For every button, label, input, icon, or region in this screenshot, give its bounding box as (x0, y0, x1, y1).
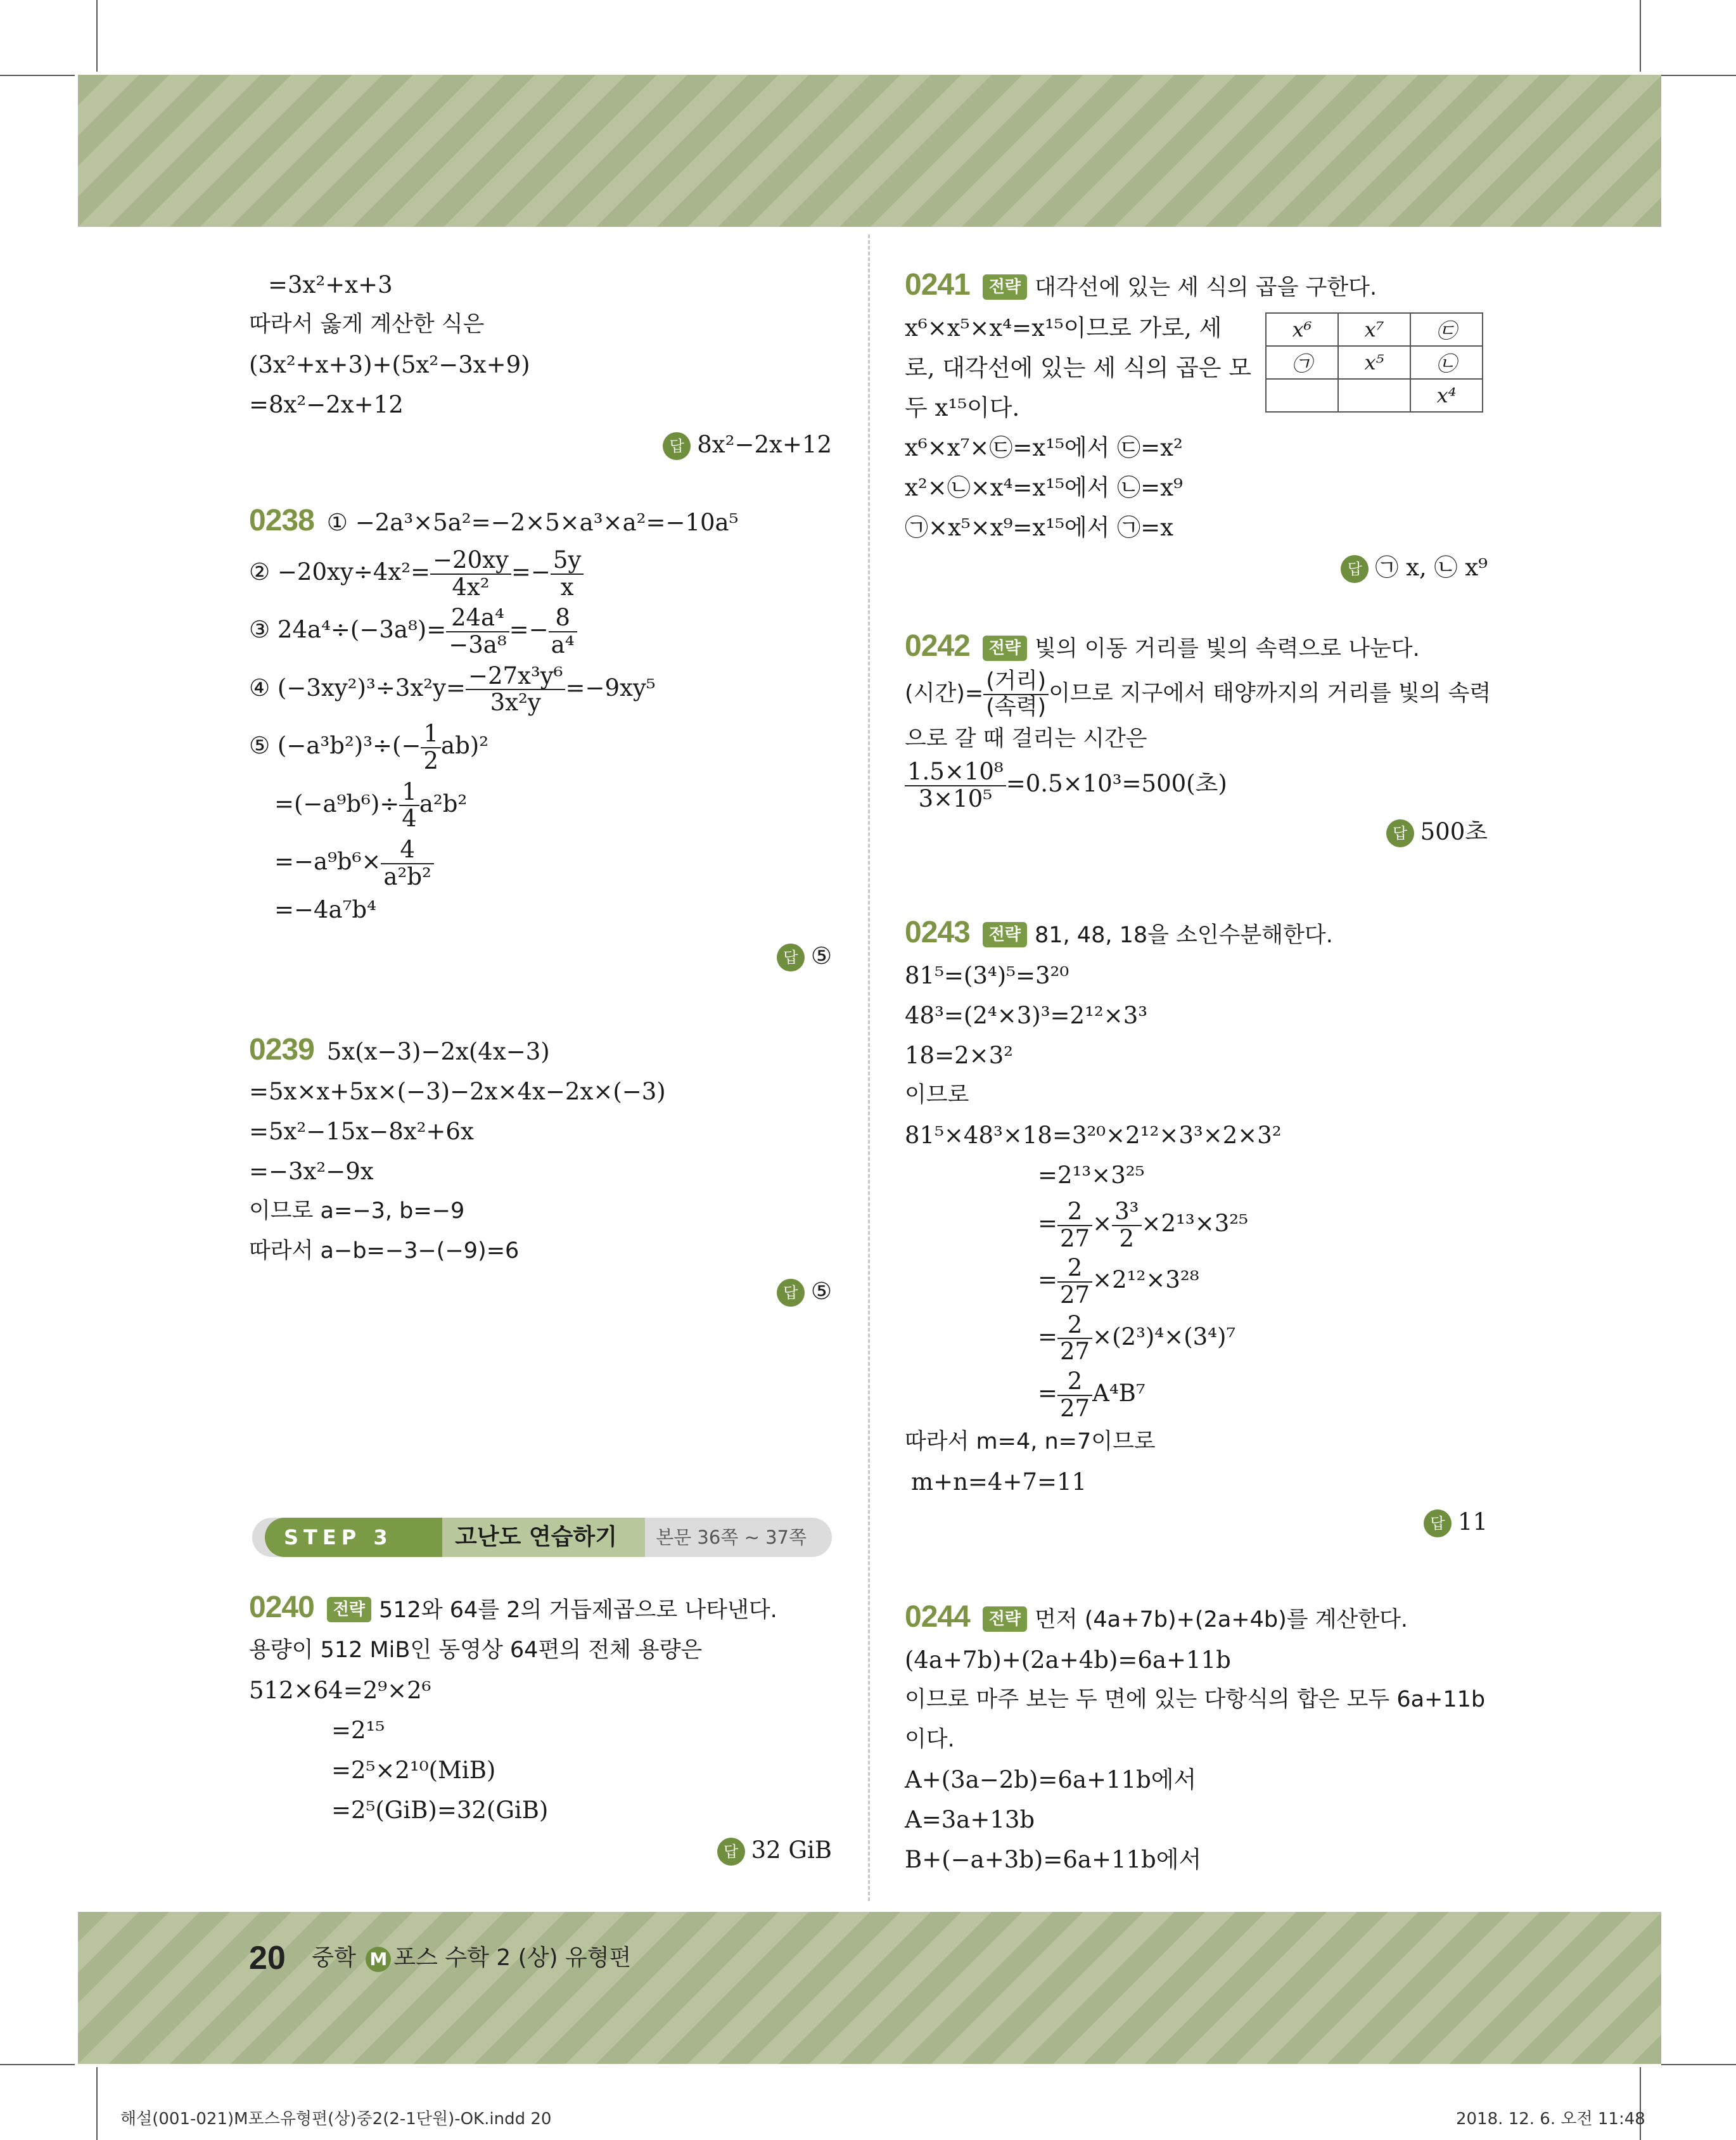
grid-cell (1266, 379, 1338, 412)
answer-text: 500초 (1420, 818, 1488, 846)
numerator: 2 (1057, 1199, 1092, 1226)
text: = (1038, 1266, 1058, 1294)
numerator: 2 (1057, 1255, 1092, 1283)
answer-text: 11 (1457, 1508, 1488, 1535)
denominator: a⁴ (551, 631, 575, 659)
problem-number: 0241 (905, 268, 970, 302)
crop-mark (0, 75, 75, 76)
answer-text: ⑤ (810, 942, 832, 970)
grid-cell: ㉠ (1266, 346, 1338, 379)
text-line: 이므로 a=−3, b=−9 (249, 1198, 465, 1224)
problem-0243 (905, 913, 1488, 1542)
text-line: (3x²+x+3)+(5x²−3x+9) (249, 351, 530, 378)
denominator: 4 (402, 805, 417, 833)
numerator: 4 (381, 837, 433, 864)
answer-badge: 답 (1386, 819, 1414, 847)
text-line: 48³=(2⁴×3)³=2¹²×3³ (905, 1002, 1148, 1029)
numerator: 5y (551, 548, 584, 575)
text: (시간)= (905, 681, 984, 707)
fraction (381, 837, 433, 890)
crop-mark (96, 2067, 98, 2140)
problem-0242 (905, 626, 1491, 852)
answer-text: ㉠ x, ㉡ x⁹ (1375, 554, 1488, 581)
column-divider (868, 234, 870, 1901)
strategy-badge: 전략 (983, 636, 1027, 661)
magic-square-table (1265, 312, 1483, 413)
fraction (446, 605, 509, 658)
text-line: 으로 갈 때 걸리는 시간은 (905, 726, 1147, 752)
text-line: 81⁵×48³×18=3²⁰×2¹²×3³×2×3² (905, 1122, 1282, 1149)
slug-filename: 해설(001-021)M포스유형편(상)중2(2-1단원)-OK.indd 20 (120, 2110, 552, 2129)
fraction (399, 779, 419, 832)
page-number: 20 (249, 1940, 286, 1977)
fraction (1112, 1199, 1141, 1252)
numerator: 24a⁴ (446, 605, 509, 632)
text: = (1038, 1380, 1058, 1407)
denominator: 27 (1060, 1338, 1090, 1366)
strategy-badge: 전략 (983, 1606, 1027, 1632)
text: = (1038, 1323, 1058, 1350)
denominator: 27 (1060, 1281, 1090, 1309)
footer-band (78, 1912, 1661, 2064)
text-line: =−3x²−9x (249, 1158, 374, 1185)
text-line: =−4a⁷b⁴ (274, 896, 376, 924)
text: ×(2³)⁴×(3⁴)⁷ (1092, 1323, 1236, 1350)
grid-cell: x⁴ (1410, 379, 1483, 412)
answer-badge: 답 (777, 944, 805, 971)
fraction (430, 548, 511, 600)
text-line: m+n=4+7=11 (911, 1468, 1087, 1496)
text-line: 따라서 m=4, n=7이므로 (905, 1428, 1156, 1454)
denominator: 27 (1060, 1224, 1090, 1252)
problem-number: 0242 (905, 629, 970, 663)
strategy-text: 빛의 이동 거리를 빛의 속력으로 나눈다. (1035, 636, 1420, 662)
book-title: 포스 수학 2 (상) 유형편 (393, 1945, 632, 1971)
text-line: 따라서 옳게 계산한 식은 (249, 312, 485, 337)
text: =− (511, 558, 551, 586)
text: ② −20xy÷4x²= (249, 558, 431, 586)
text-line: =2⁵×2¹⁰(MiB) (331, 1757, 496, 1784)
problem-number: 0239 (249, 1033, 314, 1067)
header-band (78, 75, 1661, 227)
text-line: =2¹³×3²⁵ (1038, 1162, 1145, 1189)
text: a²b² (419, 790, 468, 817)
fraction (1057, 1199, 1092, 1252)
strategy-badge: 전략 (983, 274, 1027, 300)
crop-mark (1661, 75, 1736, 76)
strategy-badge: 전략 (327, 1597, 371, 1622)
text-line: (4a+7b)+(2a+4b)=6a+11b (905, 1646, 1231, 1674)
text: ×2¹³×3²⁵ (1141, 1210, 1248, 1238)
numerator: 2 (1057, 1312, 1092, 1340)
text: ab)² (441, 732, 489, 760)
text-line: ① −2a³×5a²=−2×5×a³×a²=−10a⁵ (326, 509, 739, 536)
denominator: 27 (1060, 1394, 1090, 1422)
answer-line (905, 1502, 1488, 1542)
problem-number: 0238 (249, 504, 314, 537)
text: =0.5×10³=500(초) (1005, 770, 1227, 798)
answer-badge: 답 (717, 1838, 745, 1866)
text-line: =5x²−15x−8x²+6x (249, 1118, 474, 1145)
grid-cell: x⁷ (1338, 313, 1410, 346)
denominator: 3x²y (490, 689, 541, 717)
step-banner (252, 1518, 832, 1557)
answer-line (249, 936, 832, 976)
answer-text: 8x²−2x+12 (697, 431, 832, 458)
text: =(−a⁹b⁶)÷ (274, 790, 400, 817)
text: ×2¹²×3²⁸ (1092, 1266, 1199, 1294)
crop-mark (1640, 0, 1641, 72)
denominator: 2 (1119, 1224, 1135, 1252)
denominator: 2 (423, 746, 439, 774)
book-title-prefix: 중학 (312, 1945, 356, 1971)
text-line: 81⁵=(3⁴)⁵=3²⁰ (905, 962, 1069, 989)
text: =− (509, 616, 549, 644)
answer-badge: 답 (1424, 1509, 1452, 1537)
numerator: 3³ (1112, 1199, 1141, 1226)
left-column (249, 265, 832, 465)
fraction (1057, 1369, 1092, 1421)
text-line: 512×64=2⁹×2⁶ (249, 1677, 431, 1704)
answer-text: ⑤ (810, 1278, 832, 1305)
denominator: 4x² (452, 573, 490, 601)
text: =−a⁹b⁶× (274, 848, 381, 876)
page-footer (249, 1939, 631, 1977)
text: ⑤ (−a³b²)³÷(− (249, 732, 421, 760)
crop-mark (0, 2064, 75, 2065)
text: ④ (−3xy²)³÷3x²y= (249, 674, 466, 702)
text-line: x²×㉡×x⁴=x¹⁵에서 ㉡=x⁹ (905, 474, 1183, 501)
text-line: 두 x¹⁵이다. (905, 394, 1020, 421)
grid-cell: ㉢ (1410, 313, 1483, 346)
numerator: 1.5×10⁸ (905, 759, 1006, 786)
text-line: 용량이 512 MiB인 동영상 64편의 전체 용량은 (249, 1637, 703, 1663)
fraction (421, 721, 441, 774)
text-line: =3x²+x+3 (268, 271, 393, 298)
text-line: 이므로 (905, 1082, 969, 1108)
strategy-text: 대각선에 있는 세 식의 곱을 구한다. (1035, 275, 1377, 300)
denominator: (속력) (986, 694, 1047, 720)
problem-number: 0240 (249, 1591, 314, 1624)
numerator: −27x³y⁶ (466, 663, 566, 691)
text-line: =2⁵(GiB)=32(GiB) (331, 1797, 549, 1824)
numerator: (거리) (983, 669, 1049, 695)
step-title: 고난도 연습하기 (442, 1518, 645, 1557)
answer-text: 32 GiB (751, 1836, 832, 1864)
text: 이므로 지구에서 태양까지의 거리를 빛의 속력 (1049, 681, 1491, 707)
problem-number: 0243 (905, 916, 970, 949)
text-line: 이므로 마주 보는 두 면에 있는 다항식의 합은 모두 6a+11b (905, 1687, 1486, 1712)
numerator: 8 (549, 605, 577, 632)
text-line: =2¹⁵ (331, 1717, 385, 1744)
problem-0244 (905, 1597, 1488, 1880)
text: A⁴B⁷ (1092, 1380, 1146, 1407)
text: = (1038, 1210, 1058, 1238)
strategy-badge: 전략 (983, 922, 1027, 947)
text-line: =5x×x+5x×(−3)−2x×4x−2x×(−3) (249, 1078, 666, 1105)
fraction (905, 759, 1006, 812)
answer-line (249, 425, 832, 465)
denominator: 3×10⁵ (918, 785, 993, 812)
text-line: x⁶×x⁵×x⁴=x¹⁵이므로 가로, 세 (905, 314, 1222, 342)
text-line: x⁶×x⁷×㉢=x¹⁵에서 ㉢=x² (905, 434, 1183, 461)
numerator: 1 (399, 779, 419, 807)
text-line: 18=2×3² (905, 1042, 1013, 1069)
numerator: −20xy (430, 548, 511, 575)
denominator: −3a⁸ (449, 631, 507, 659)
text-line: ㉠×x⁵×x⁹=x¹⁵에서 ㉠=x (905, 514, 1174, 541)
answer-badge: 답 (1341, 555, 1369, 583)
text-line: 이다. (905, 1727, 955, 1752)
grid-cell: x⁵ (1338, 346, 1410, 379)
step-reference: 본문 36쪽 ~ 37쪽 (656, 1527, 807, 1548)
answer-line (249, 1271, 832, 1311)
fraction (551, 548, 584, 600)
text: ③ 24a⁴÷(−3a⁸)= (249, 616, 447, 644)
text-line: 5x(x−3)−2x(4x−3) (326, 1038, 550, 1065)
problem-0238 (249, 501, 832, 976)
strategy-text: 512와 64를 2의 거듭제곱으로 나타낸다. (379, 1598, 777, 1623)
fraction (1057, 1312, 1092, 1365)
problem-0240 (249, 1587, 832, 1870)
grid-cell: x⁶ (1266, 313, 1338, 346)
numerator: 1 (421, 721, 441, 748)
fraction (1057, 1255, 1092, 1308)
text-line: A+(3a−2b)=6a+11b에서 (905, 1766, 1197, 1793)
fraction (549, 605, 577, 658)
text: × (1092, 1210, 1113, 1238)
grid-cell (1338, 379, 1410, 412)
answer-line (249, 1830, 832, 1870)
answer-line (905, 812, 1488, 852)
text-line: 따라서 a−b=−3−(−9)=6 (249, 1238, 520, 1264)
strategy-text: 81, 48, 18을 소인수분해한다. (1035, 923, 1333, 948)
answer-badge: 답 (663, 432, 691, 460)
answer-line (905, 548, 1488, 587)
crop-mark (1661, 2064, 1736, 2065)
grid-cell: ㉡ (1410, 346, 1483, 379)
text-line: B+(−a+3b)=6a+11b에서 (905, 1846, 1202, 1873)
fraction (466, 663, 566, 716)
step-label: STEP 3 (265, 1518, 455, 1557)
strategy-text: 먼저 (4a+7b)+(2a+4b)를 계산한다. (1035, 1607, 1408, 1632)
brand-m-logo: M (366, 1947, 391, 1972)
denominator: x (560, 573, 574, 601)
numerator: 2 (1057, 1369, 1092, 1396)
fraction (983, 669, 1049, 719)
slug-date: 2018. 12. 6. 오전 11:48 (1456, 2110, 1645, 2129)
denominator: a²b² (383, 862, 431, 890)
text-line: 로, 대각선에 있는 세 식의 곱은 모 (905, 354, 1251, 381)
text-line: =8x²−2x+12 (249, 391, 404, 418)
problem-0239 (249, 1030, 832, 1311)
problem-number: 0244 (905, 1600, 970, 1634)
crop-mark (96, 0, 98, 72)
text: =−9xy⁵ (565, 674, 656, 702)
answer-badge: 답 (777, 1279, 805, 1307)
text-line: A=3a+13b (905, 1806, 1035, 1833)
